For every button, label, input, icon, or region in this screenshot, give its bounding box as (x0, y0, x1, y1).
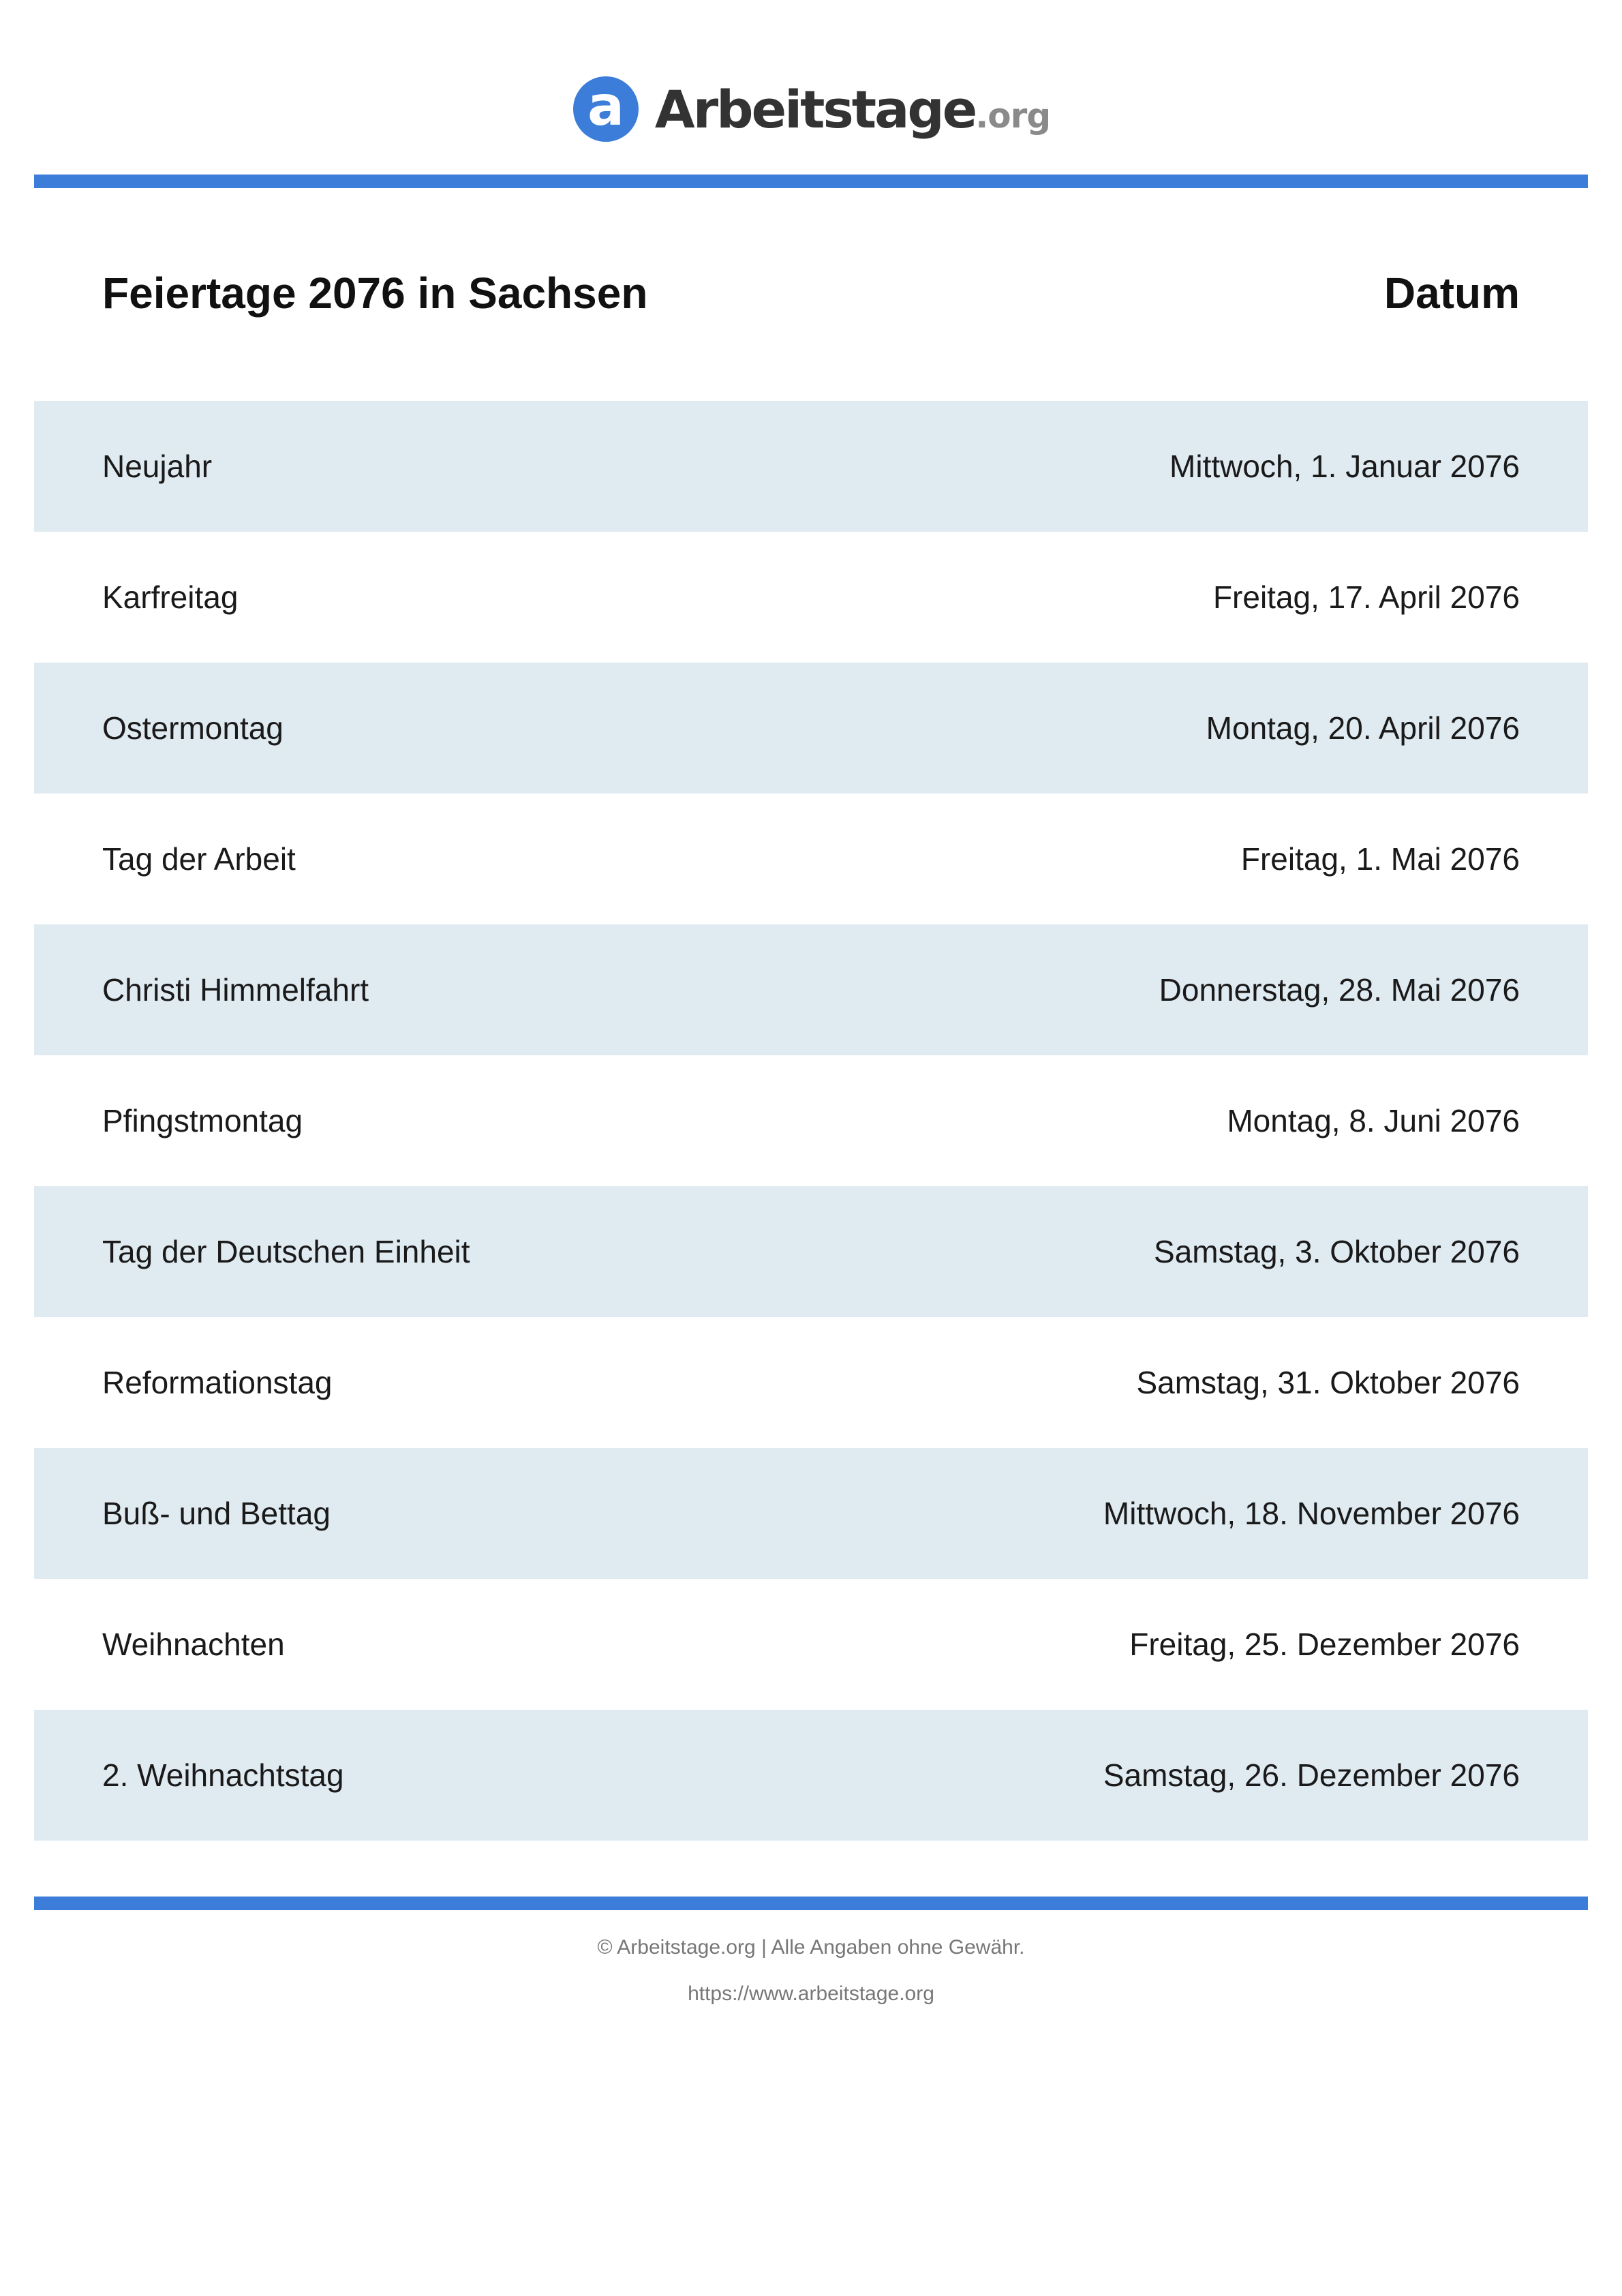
holiday-name: Reformationstag (102, 1365, 333, 1400)
holiday-date: Freitag, 25. Dezember 2076 (1129, 1627, 1520, 1662)
holiday-date: Freitag, 1. Mai 2076 (1240, 841, 1520, 877)
table-row (34, 1448, 1588, 1579)
holiday-table (34, 401, 1588, 1841)
logo-wordmark (655, 79, 1050, 140)
holiday-date: Montag, 8. Juni 2076 (1227, 1103, 1520, 1138)
site-logo[interactable] (0, 74, 1622, 145)
holiday-name: Weihnachten (102, 1627, 285, 1662)
holiday-name: Tag der Deutschen Einheit (102, 1234, 470, 1269)
page-title: Feiertage 2076 in Sachsen (102, 269, 648, 318)
logo-tld: .org (975, 95, 1051, 136)
holiday-date: Freitag, 17. April 2076 (1212, 579, 1520, 615)
logo-name: Arbeitstage (654, 78, 976, 140)
date-column-header: Datum (1383, 269, 1520, 318)
svg-text:a: a (587, 75, 624, 138)
at-sign-icon (572, 75, 640, 143)
holiday-date: Mittwoch, 18. November 2076 (1103, 1496, 1520, 1531)
holiday-date: Montag, 20. April 2076 (1206, 710, 1520, 746)
table-row (34, 1186, 1588, 1317)
holiday-name: Neujahr (102, 449, 213, 484)
table-row (34, 1317, 1588, 1448)
footer-copyright: © Arbeitstage.org | Alle Angaben ohne Gewähr. (597, 1936, 1025, 1959)
holiday-date: Mittwoch, 1. Januar 2076 (1169, 449, 1520, 484)
holiday-date: Donnerstag, 28. Mai 2076 (1159, 972, 1520, 1008)
table-row (34, 401, 1588, 532)
holiday-name: Tag der Arbeit (102, 841, 296, 877)
holiday-date: Samstag, 3. Oktober 2076 (1154, 1234, 1520, 1269)
holiday-name: Pfingstmontag (102, 1103, 303, 1138)
table-row (34, 794, 1588, 924)
table-row (34, 1710, 1588, 1841)
table-row (34, 532, 1588, 663)
table-row (34, 1055, 1588, 1186)
logo-lockup (572, 75, 1050, 143)
table-header (34, 252, 1588, 334)
table-row (34, 924, 1588, 1055)
holiday-name: 2. Weihnachtstag (102, 1757, 344, 1793)
holiday-name: Buß- und Bettag (102, 1496, 331, 1531)
holiday-date: Samstag, 31. Oktober 2076 (1136, 1365, 1520, 1400)
holiday-name: Ostermontag (102, 710, 284, 746)
holiday-name: Karfreitag (102, 579, 239, 615)
table-row (34, 1579, 1588, 1710)
holiday-name: Christi Himmelfahrt (102, 972, 369, 1008)
table-row (34, 663, 1588, 794)
bottom-divider (34, 1897, 1588, 1910)
holiday-date: Samstag, 26. Dezember 2076 (1103, 1757, 1520, 1793)
top-divider (34, 175, 1588, 188)
footer-url-link[interactable]: https://www.arbeitstage.org (688, 1982, 934, 2005)
